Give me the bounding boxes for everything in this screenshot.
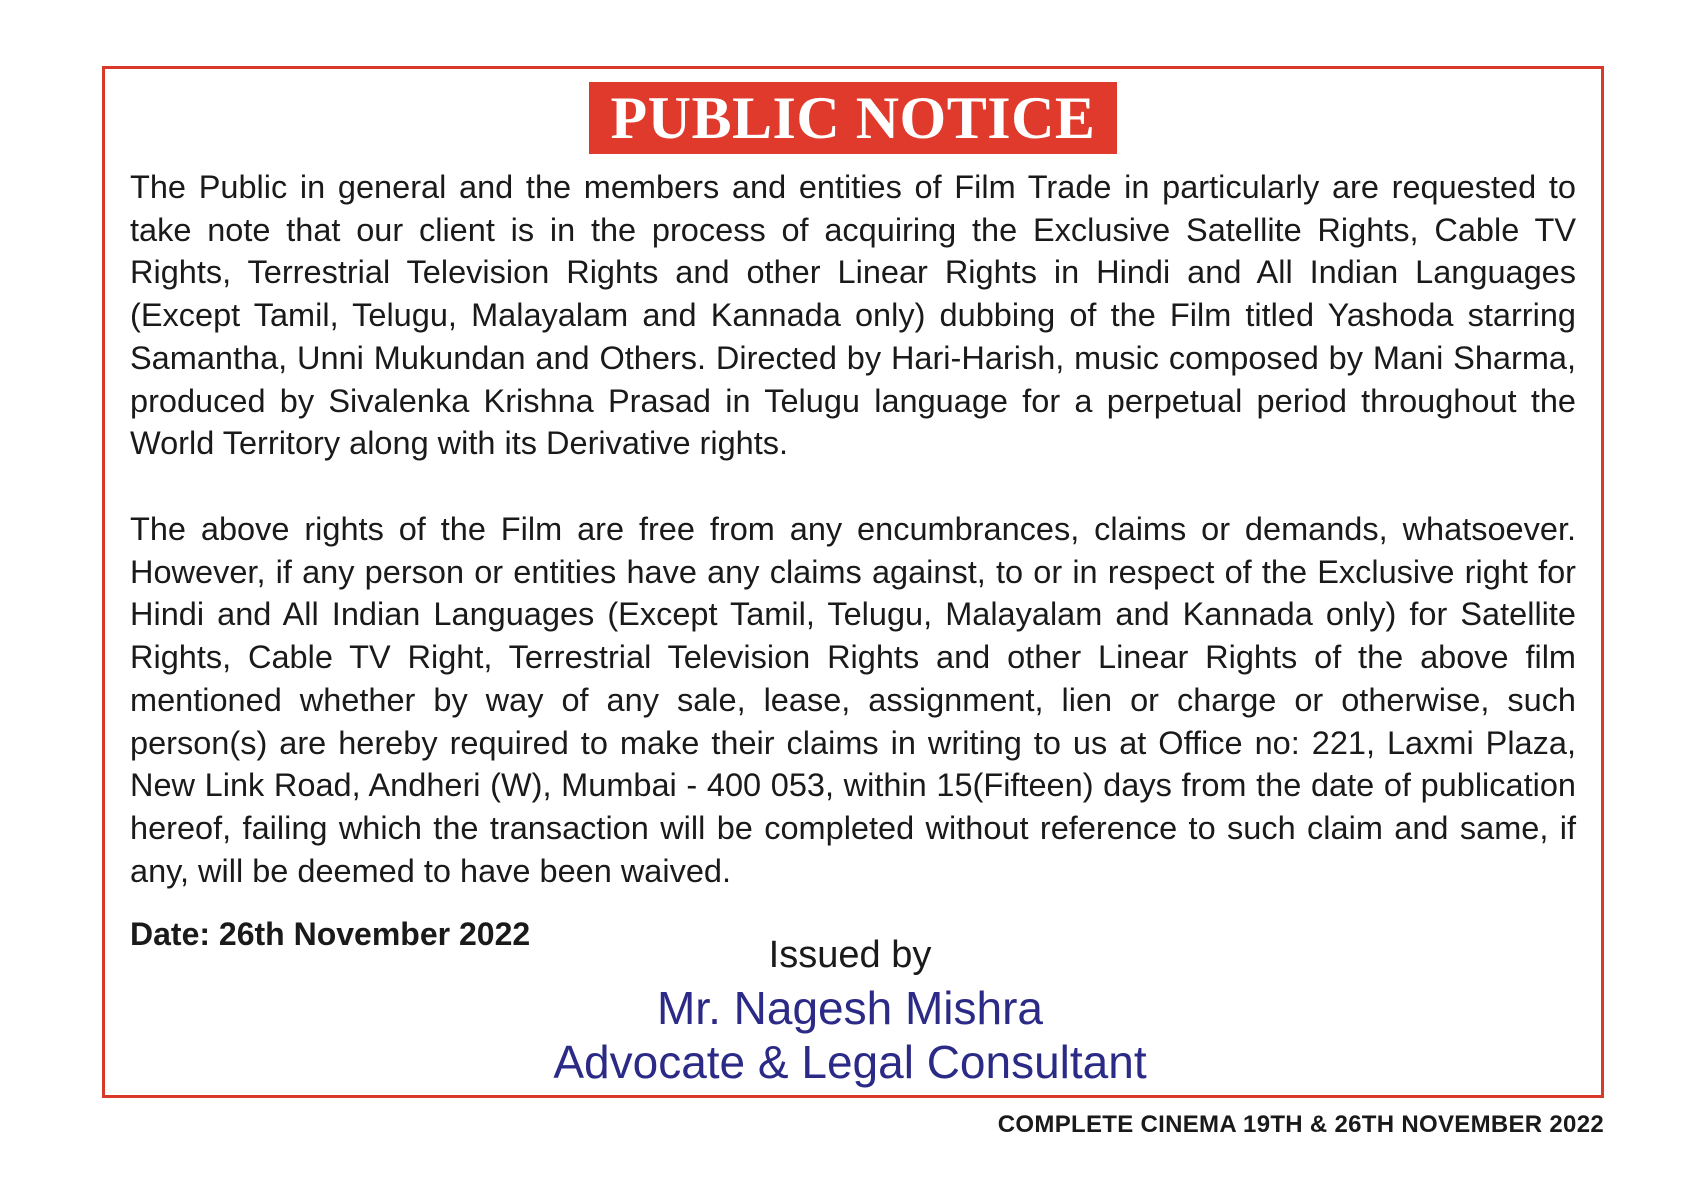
signatory-title: Advocate & Legal Consultant bbox=[553, 1036, 1147, 1088]
notice-paragraph-2: The above rights of the Film are free from any encumbrances, claims or demands, whatsoever. However, if any person or entities have any claims against, to or in respect of the Exclusive right for Hindi and All Indian Languages (Except Tamil, Telugu, Malayalam and Kannada only) for Satellite Rights, Cable TV Right, Terrestrial Television Rights and other Linear Rights of the above film mentioned whether by way of any sale, lease, assignment, lien or charge or otherwise, such person(s) are hereby required to make their claims in writing to us at Office no: 221, Laxmi Plaza, New Link Road, Andheri (W), Mumbai - 400 053, within 15(Fifteen) days from the date of publication hereof, failing which the transaction will be completed without reference to such claim and same, if any, will be deemed to have been waived. bbox=[130, 511, 1576, 889]
issued-by-label: Issued by bbox=[768, 934, 932, 976]
signatory-name: Mr. Nagesh Mishra bbox=[656, 982, 1043, 1034]
notice-date: Date: 26th November 2022 bbox=[130, 916, 531, 952]
notice-paragraph-1: The Public in general and the members and entities of Film Trade in particularly are requested to take note that our client is in the process of acquiring the Exclusive Satellite Rights, Cable TV Rights, Terrestrial Television Rights and other Linear Rights in Hindi and All Indian Languages (Except Tamil, Telugu, Malayalam and Kannada only) dubbing of the Film titled Yashoda starring Samantha, Unni Mukundan and Others. Directed by Hari-Harish, music composed by Mani Sharma, produced by Sivalenka Krishna Prasad in Telugu language for a perpetual period throughout the World Territory along with its Derivative rights. bbox=[130, 169, 1576, 462]
publication-credit: COMPLETE CINEMA 19TH & 26TH NOVEMBER 2022 bbox=[997, 1111, 1604, 1138]
notice-title: PUBLIC NOTICE bbox=[589, 82, 1117, 154]
